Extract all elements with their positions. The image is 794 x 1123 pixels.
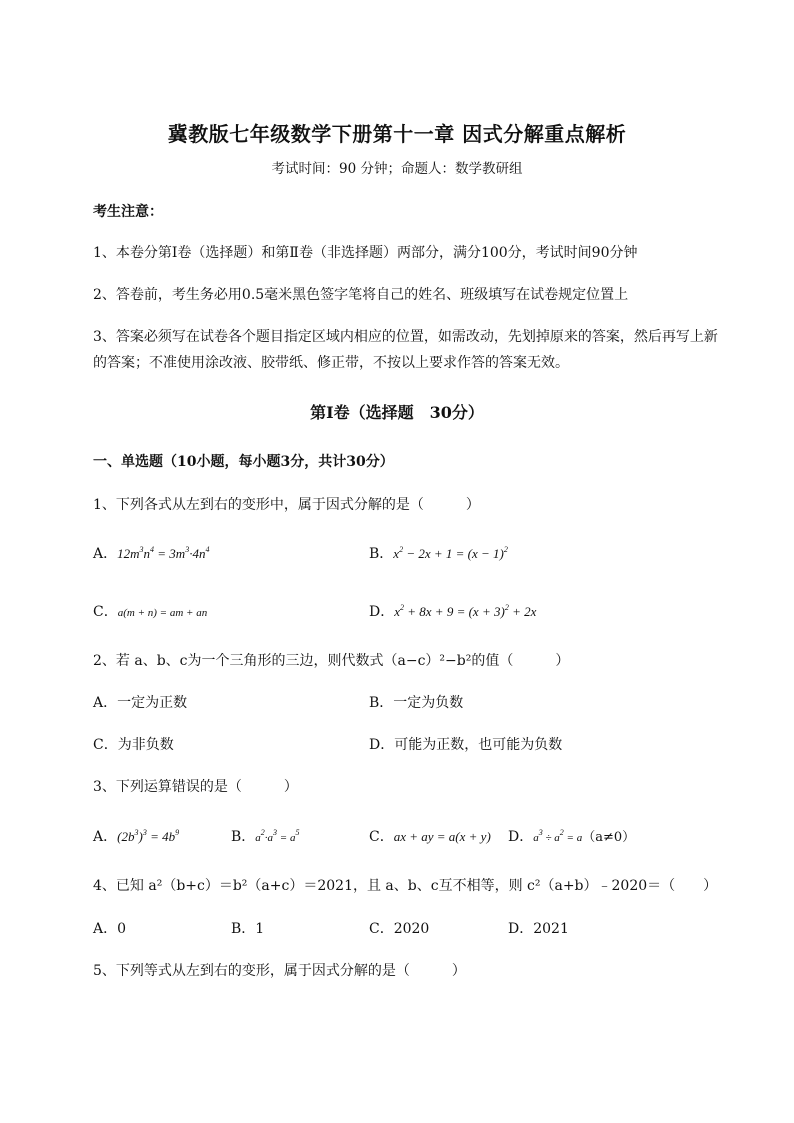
notice-item-2: 2、答卷前，考生务必用0.5毫米黑色签字笔将自己的姓名、班级填写在试卷规定位置上 (93, 287, 629, 303)
question-3-stem: 3、下列运算错误的是（ ） (93, 779, 298, 795)
notice-heading: 考生注意： (93, 204, 163, 220)
question-3-option-b: B．$a^2\cdot a^3 = a^5$ (231, 828, 300, 845)
question-4-option-d: D．2021 (508, 921, 569, 937)
question-4-option-a: A．0 (93, 921, 127, 937)
question-2-option-c: C．为非负数 (93, 737, 174, 753)
exam-info: 考试时间：90 分钟；命题人：数学教研组 (271, 161, 523, 177)
question-3-option-a: A．$(2b^3)^3 = 4b^9$ (93, 828, 180, 845)
question-3-option-d: D．$a^3 \div a^2 = a(a\ne 0)$ (508, 828, 636, 845)
question-2-stem: 2、若 a、b、c为一个三角形的三边，则代数式（a−c）²−b²的值（ ） (93, 653, 570, 669)
question-5-stem: 5、下列等式从左到右的变形，属于因式分解的是（ ） (93, 963, 466, 979)
question-2-option-a: A．一定为正数 (93, 695, 188, 711)
question-1-option-d: D．$x^2 + 8x + 9 = (x + 3)^2 + 2x$ (369, 603, 537, 620)
notice-item-3-cont: 的答案；不准使用涂改液、胶带纸、修正带，不按以上要求作答的答案无效。 (93, 355, 569, 371)
question-1-stem: 1、下列各式从左到右的变形中，属于因式分解的是（ ） (93, 497, 480, 513)
question-2-option-b: B．一定为负数 (369, 695, 464, 711)
section-title: 第Ⅰ卷（选择题 30分） (310, 403, 484, 422)
question-4-option-b: B．1 (231, 921, 265, 937)
question-3-option-c: C．ax + ay = a(x + y) (369, 829, 491, 845)
question-1-option-b: B．$x^2 - 2x + 1 = (x - 1)^2$ (369, 545, 508, 562)
page-title: 冀教版七年级数学下册第十一章 因式分解重点解析 (167, 122, 627, 146)
question-4-stem: 4、已知 a²（b+c）＝b²（a+c）＝2021，且 a、b、c互不相等，则 c²（a+b）﹣2020＝（ ） (93, 878, 718, 894)
question-2-option-d: D．可能为正数，也可能为负数 (369, 737, 563, 753)
question-1-option-a: A．$12m^3n^4 = 3m^3\cdot 4n^4$ (93, 545, 210, 562)
notice-item-1: 1、本卷分第Ⅰ卷（选择题）和第Ⅱ卷（非选择题）两部分，满分100分，考试时间90分钟 (93, 245, 638, 261)
part-title: 一、单选题（10小题，每小题3分，共计30分） (93, 454, 394, 470)
question-1-option-c: C．a(m + n) = am + an (93, 604, 208, 620)
notice-item-3: 3、答案必须写在试卷各个题目指定区域内相应的位置，如需改动，先划掉原来的答案，然后再写上新 (93, 329, 718, 345)
question-4-option-c: C．2020 (369, 921, 430, 937)
